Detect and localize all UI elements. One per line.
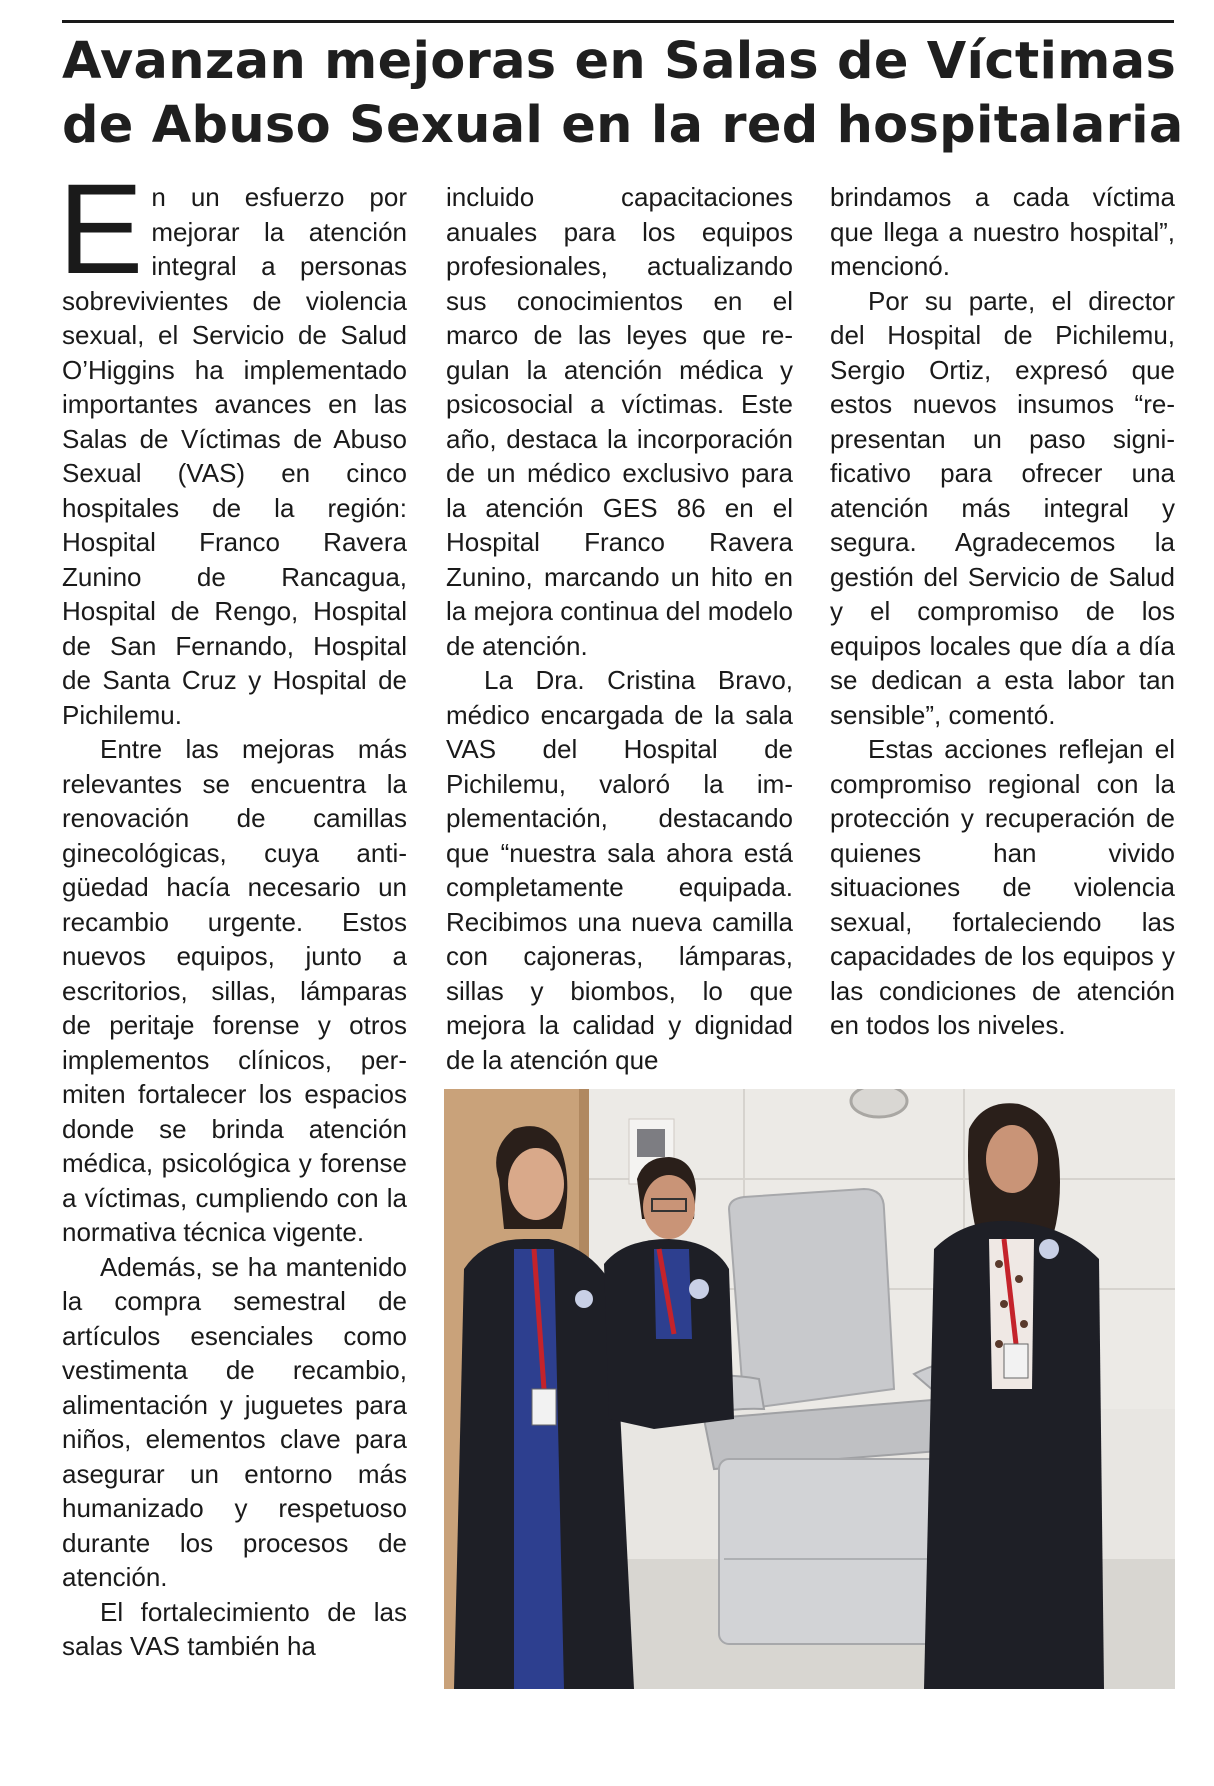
paragraph-text: n un esfuerzo por mejorar la atención integral a personas sobrevivientes de violencia sexual, el Servicio de Salud O’Higgins ha implementado importantes avances en las Salas de Víctimas de Abuso Sexual (VAS) en cinco hospitales de la región: Hospital Franco Ravera Zunino de Rancagua, Hospital de Rengo, Hospital de San Fernando, Hospital de Santa Cruz y Hospital de Pichilemu. [62,182,407,730]
clock-icon [851,1089,907,1117]
headline-line-1: Avanzan mejoras en Salas de Víctimas [62,32,1177,91]
paragraph: incluido capacitaciones anuales para los equipos profesionales, actualizando sus conocimientos en el marco de las leyes que regulan la atención médica y psicosocial a víctimas. Este año, destaca la incorporación de un médico exclusivo para la atención GES 86 en el Hospital Franco Ravera Zunino, marcando un hito en la mejora continua del modelo de atención. [446,182,793,661]
paragraph: Estas acciones reflejan el compromiso regional con la protección y recuperación de quienes han vivido situaciones de violencia sexual, fortaleciendo las capacidades de los equipos y las condiciones de atención en todos los niveles. [830,734,1175,1040]
article-column-2 [446,180,793,1077]
headline-line-2: de Abuso Sexual en la red hospitalaria [62,96,1184,155]
paragraph: Entre las mejoras más relevantes se encuentra la renovación de camillas ginecológicas, cuya antigüedad hacía necesario un recambio urgente. Estos nuevos equipos, junto a escritorios, sillas, lámparas de peritaje forense y otros implementos clínicos, permiten fortalecer los espacios donde se brinda atención médica, psicológica y forense a víctimas, cumpliendo con la normativa técnica vigente. [62,734,407,1247]
top-rule [62,20,1174,23]
paragraph: La Dra. Cristina Bravo, médico encargada de la sala VAS del Hospital de Pichilemu, valoró la implementación, destacando que “nuestra sala ahora está completamente equipada. Recibimos una nueva camilla con cajoneras, lámparas, sillas y biombos, lo que mejora la calidad y dignidad de la atención que [446,665,793,1075]
article-column-1 [58,158,407,1664]
article-column-3 [830,180,1175,1043]
paragraph: brindamos a cada víctima que llega a nuestro hospital”, mencionó. [830,182,1175,281]
paragraph [58,158,407,732]
photo-icon [444,1089,1175,1689]
paragraph: Por su parte, el director del Hospital de Pichilemu, Sergio Ortiz, expresó que estos nuevos insumos “representan un paso significativo para ofrecer una atención más integral y segura. Agradecemos la gestión del Servicio de Salud y el compromiso de los equipos locales que día a día se dedican a esta labor tan sensible”, comentó. [830,285,1175,730]
drop-cap: E [58,158,144,301]
exam-chair-back [729,1189,894,1409]
paragraph: Además, se ha mantenido la compra semestral de artículos esenciales como vestimenta de recambio, alimentación y juguetes para niños, elementos clave para asegurar un entorno más humanizado y respetuoso durante los procesos de atención. [62,1251,407,1592]
article-photo [444,1089,1175,1689]
paragraph: El fortalecimiento de las salas VAS también ha [62,1596,407,1661]
headline [62,30,1182,158]
